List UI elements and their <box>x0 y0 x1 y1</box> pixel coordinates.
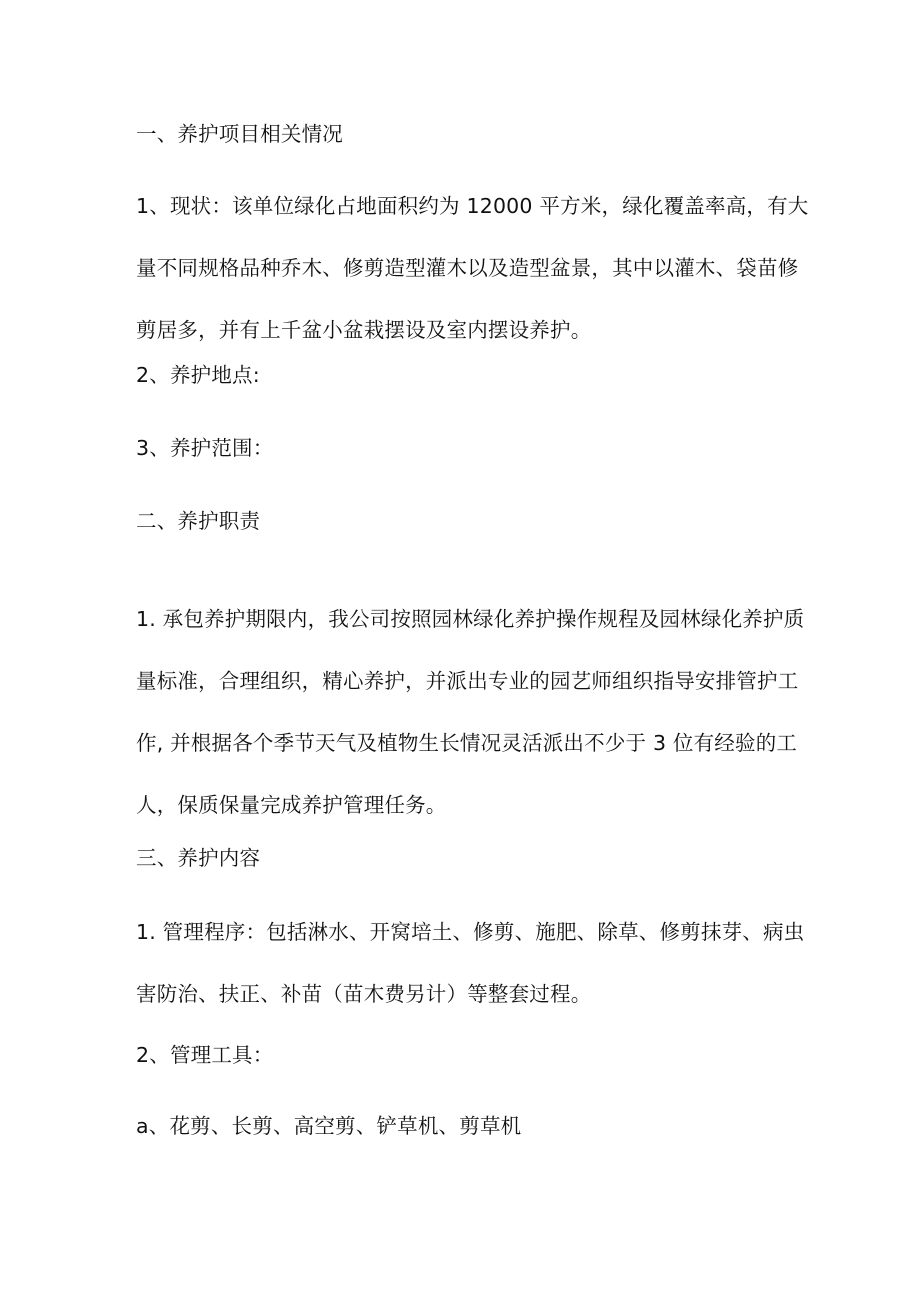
paragraph-line: 1. 管理程序：包括淋水、开窝培土、修剪、施肥、除草、修剪抹芽、病虫 <box>136 920 805 944</box>
paragraph-responsibilities <box>136 604 805 820</box>
section-heading: 二、养护职责 <box>136 509 261 533</box>
paragraph-procedures <box>136 917 805 1009</box>
list-item-scope: 3、养护范围： <box>136 436 274 460</box>
section-heading: 一、养护项目相关情况 <box>136 122 343 146</box>
section-heading: 三、养护内容 <box>136 846 261 870</box>
list-item-tools: 2、管理工具： <box>136 1043 274 1067</box>
list-item-tool-list: a、花剪、长剪、高空剪、铲草机、剪草机 <box>136 1114 522 1138</box>
paragraph-line: 1. 承包养护期限内，我公司按照园林绿化养护操作规程及园林绿化养护质 <box>136 607 805 631</box>
paragraph-status <box>136 191 809 345</box>
list-item-location: 2、养护地点: <box>136 363 260 387</box>
paragraph-line: 剪居多，并有上千盆小盆栽摆设及室内摆设养护。 <box>136 318 592 342</box>
paragraph-line: 1、现状：该单位绿化占地面积约为 12000 平方米，绿化覆盖率高，有大 <box>136 194 809 218</box>
paragraph-line: 人，保质保量完成养护管理任务。 <box>136 793 447 817</box>
paragraph-line: 量标准，合理组织，精心养护，并派出专业的园艺师组织指导安排管护工 <box>136 669 799 693</box>
paragraph-line: 量不同规格品种乔木、修剪造型灌木以及造型盆景，其中以灌木、袋苗修 <box>136 256 799 280</box>
paragraph-line: 害防治、扶正、补苗（苗木费另计）等整套过程。 <box>136 982 592 1006</box>
paragraph-line: 作, 并根据各个季节天气及植物生长情况灵活派出不少于 3 位有经验的工 <box>136 731 798 755</box>
